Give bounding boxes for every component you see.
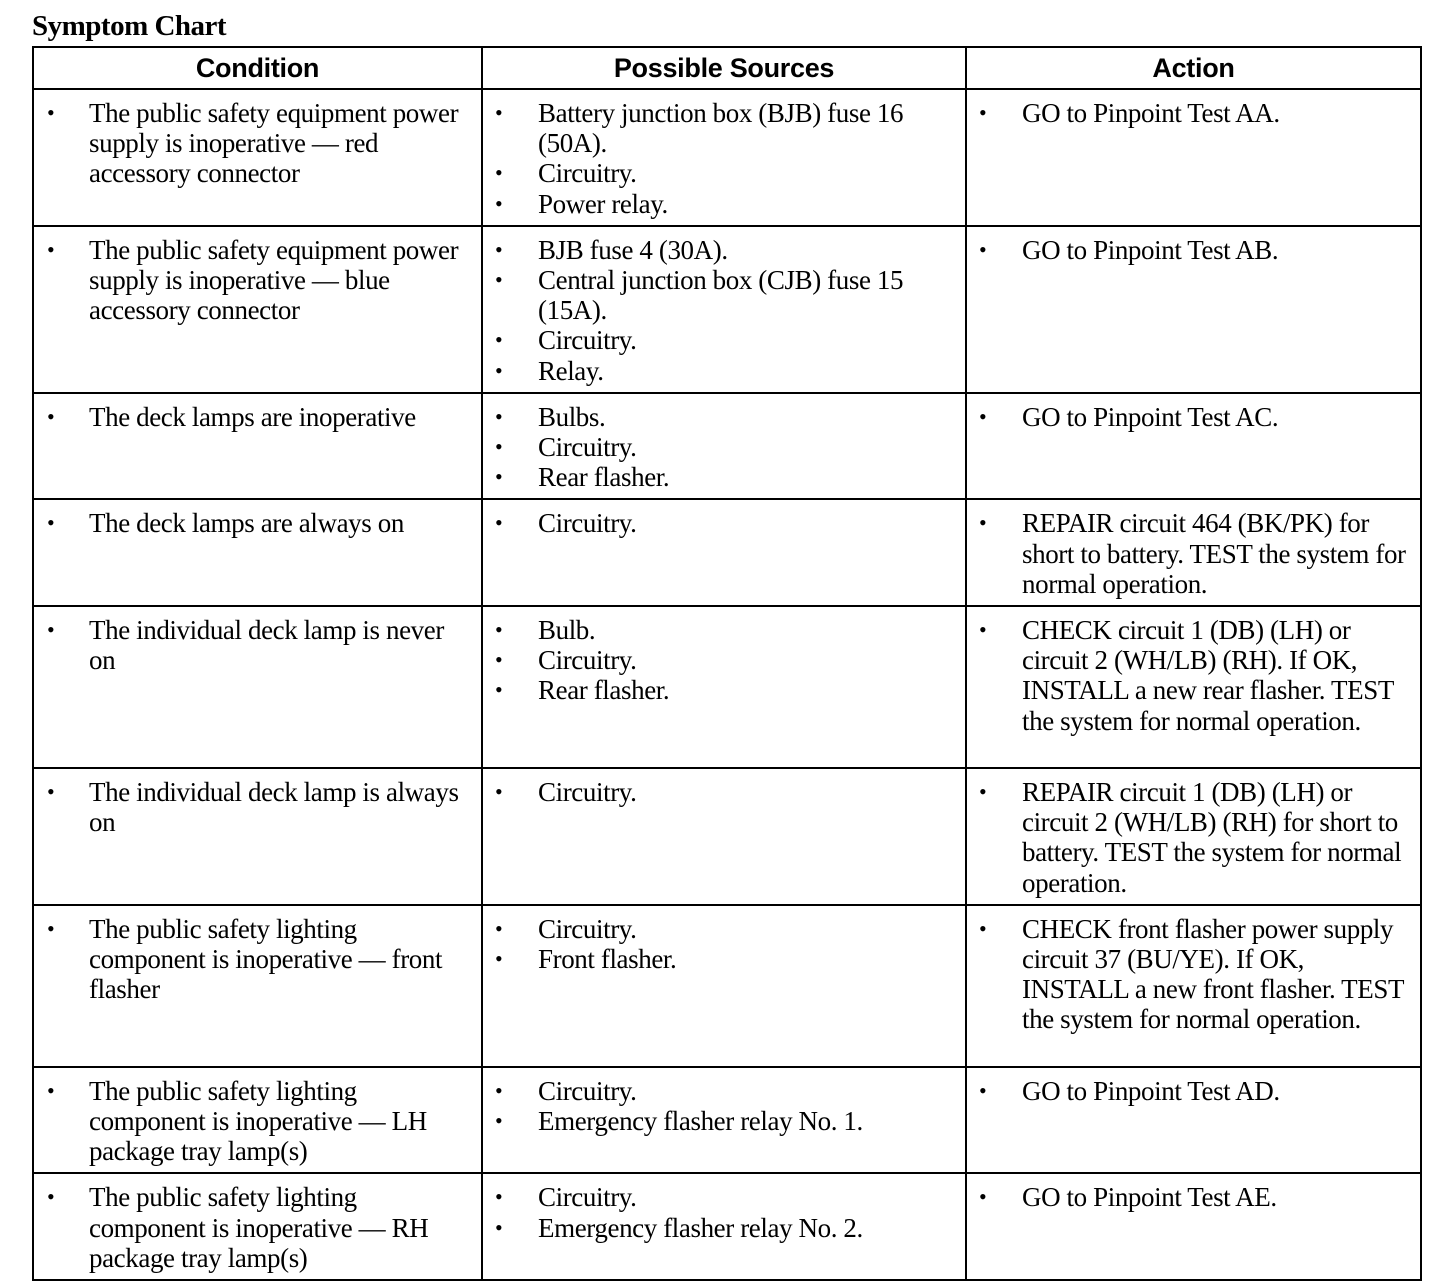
- list-item-text: Circuitry.: [538, 158, 637, 189]
- list-item-text: The public safety equipment power supply is inoperative — red accessory connector: [89, 98, 459, 189]
- list-item-text: Circuitry.: [538, 508, 637, 539]
- table-row: [33, 499, 1421, 606]
- condition-cell: [33, 226, 482, 393]
- sources-cell: [482, 905, 966, 1067]
- sources-cell-list: [483, 769, 965, 813]
- header-row: [33, 47, 1421, 89]
- table-row: [33, 393, 1421, 500]
- condition-cell-list: [34, 500, 481, 544]
- list-item: [483, 265, 957, 325]
- table-row: [33, 606, 1421, 768]
- bullet-icon: •: [495, 1184, 503, 1210]
- list-item: [483, 356, 957, 386]
- action-cell-list: [967, 607, 1420, 742]
- list-item: [483, 1076, 957, 1106]
- condition-cell-list: [34, 227, 481, 332]
- sources-cell: [482, 1173, 966, 1280]
- table-row: [33, 226, 1421, 393]
- condition-cell: [33, 393, 482, 500]
- list-item-text: The public safety equipment power supply is inoperative — blue accessory connector: [89, 234, 459, 326]
- condition-cell-list: [34, 769, 481, 843]
- sources-cell-list: [483, 90, 965, 225]
- bullet-icon: •: [495, 647, 503, 673]
- action-cell: [966, 905, 1421, 1067]
- list-item: [967, 777, 1412, 898]
- condition-cell-list: [34, 906, 481, 1011]
- action-cell: [966, 768, 1421, 905]
- list-item: [483, 189, 957, 219]
- bullet-icon: •: [495, 100, 503, 125]
- bullet-icon: •: [495, 915, 503, 941]
- list-item-text: Circuitry.: [538, 913, 637, 944]
- list-item-text: Circuitry.: [538, 1182, 637, 1213]
- list-item-text: GO to Pinpoint Test AC.: [1022, 401, 1279, 432]
- list-item: [483, 462, 957, 492]
- symptom-chart-table: [32, 46, 1422, 1281]
- list-item: [483, 1213, 957, 1243]
- list-item: [34, 777, 473, 837]
- list-item: [483, 777, 957, 807]
- bullet-icon: •: [495, 779, 503, 805]
- list-item: [483, 508, 957, 538]
- sources-cell-list: [483, 607, 965, 712]
- bullet-icon: •: [47, 403, 55, 429]
- condition-cell: [33, 768, 482, 905]
- bullet-icon: •: [495, 1108, 503, 1134]
- sources-cell-list: [483, 1174, 965, 1248]
- sources-cell: [482, 226, 966, 393]
- table-row: [33, 905, 1421, 1067]
- list-item: [483, 1106, 957, 1136]
- condition-cell: [33, 1067, 482, 1174]
- list-item: [967, 235, 1412, 265]
- bullet-icon: •: [979, 236, 987, 262]
- list-item-text: Emergency flasher relay No. 1.: [538, 1106, 863, 1137]
- bullet-icon: •: [979, 100, 987, 125]
- condition-cell-list: [34, 607, 481, 681]
- bullet-icon: •: [979, 1077, 987, 1103]
- action-cell-list: [967, 769, 1420, 904]
- table-row: [33, 768, 1421, 905]
- header-action: Action: [966, 47, 1421, 89]
- list-item-text: Battery junction box (BJB) fuse 16 (50A).: [538, 98, 904, 159]
- bullet-icon: •: [495, 677, 503, 703]
- list-item: [967, 402, 1412, 432]
- sources-cell-list: [483, 394, 965, 499]
- list-item-text: The public safety lighting component is inoperative — RH package tray lamp(s): [89, 1182, 429, 1273]
- list-item-text: Circuitry.: [538, 325, 637, 356]
- table-row: [33, 1067, 1421, 1174]
- bullet-icon: •: [495, 434, 503, 460]
- sources-cell-list: [483, 1068, 965, 1142]
- condition-cell: [33, 499, 482, 606]
- sources-cell-list: [483, 227, 965, 392]
- list-item-text: GO to Pinpoint Test AB.: [1022, 234, 1279, 265]
- list-item: [483, 615, 957, 645]
- action-cell: [966, 606, 1421, 768]
- bullet-icon: •: [47, 510, 55, 536]
- list-item-text: The public safety lighting component is inoperative — LH package tray lamp(s): [89, 1075, 427, 1167]
- list-item-text: CHECK circuit 1 (DB) (LH) or circuit 2 (WH/LB) (RH). If OK, INSTALL a new rear flasher. TEST the system for normal operation.: [1022, 615, 1394, 736]
- list-item: [483, 645, 957, 675]
- sources-cell: [482, 499, 966, 606]
- list-item-text: Rear flasher.: [538, 462, 670, 493]
- list-item-text: Relay.: [538, 355, 604, 386]
- bullet-icon: •: [47, 617, 55, 643]
- action-cell-list: [967, 227, 1420, 271]
- list-item-text: Emergency flasher relay No. 2.: [538, 1212, 863, 1243]
- list-item: [34, 914, 473, 1005]
- sources-cell: [482, 1067, 966, 1174]
- condition-cell: [33, 89, 482, 226]
- bullet-icon: •: [47, 915, 55, 941]
- list-item-text: GO to Pinpoint Test AD.: [1022, 1075, 1280, 1106]
- condition-cell: [33, 905, 482, 1067]
- list-item: [34, 1076, 473, 1167]
- action-cell-list: [967, 90, 1420, 134]
- bullet-icon: •: [495, 267, 503, 293]
- condition-cell-list: [34, 90, 481, 195]
- bullet-icon: •: [47, 1077, 55, 1103]
- list-item: [967, 1182, 1412, 1212]
- list-item: [34, 508, 473, 538]
- bullet-icon: •: [495, 946, 503, 972]
- action-cell: [966, 226, 1421, 393]
- bullet-icon: •: [495, 464, 503, 490]
- list-item-text: Circuitry.: [538, 777, 637, 808]
- list-item-text: Bulb.: [538, 615, 596, 646]
- chart-body: [33, 89, 1421, 1280]
- bullet-icon: •: [495, 403, 503, 429]
- bullet-icon: •: [47, 236, 55, 262]
- action-cell-list: [967, 394, 1420, 438]
- list-item: [34, 235, 473, 326]
- action-cell-list: [967, 906, 1420, 1041]
- condition-cell: [33, 1173, 482, 1280]
- sources-cell: [482, 606, 966, 768]
- list-item: [483, 158, 957, 188]
- sources-cell: [482, 89, 966, 226]
- list-item-text: REPAIR circuit 1 (DB) (LH) or circuit 2 (WH/LB) (RH) for short to battery. TEST the system for normal operation.: [1022, 777, 1402, 898]
- page-title: Symptom Chart: [32, 10, 227, 42]
- action-cell: [966, 393, 1421, 500]
- list-item-text: BJB fuse 4 (30A).: [538, 234, 728, 265]
- list-item-text: Circuitry.: [538, 1075, 637, 1106]
- list-item: [34, 402, 473, 432]
- list-item: [967, 914, 1412, 1035]
- condition-cell: [33, 606, 482, 768]
- list-item-text: Circuitry.: [538, 645, 637, 676]
- bullet-icon: •: [47, 779, 55, 805]
- action-cell: [966, 1067, 1421, 1174]
- bullet-icon: •: [495, 190, 503, 216]
- list-item: [483, 944, 957, 974]
- list-item: [34, 98, 473, 189]
- bullet-icon: •: [495, 160, 503, 186]
- bullet-icon: •: [495, 1214, 503, 1240]
- list-item: [483, 235, 957, 265]
- list-item-text: Bulbs.: [538, 401, 606, 432]
- action-cell: [966, 499, 1421, 606]
- list-item-text: GO to Pinpoint Test AE.: [1022, 1182, 1277, 1213]
- table-row: [33, 1173, 1421, 1280]
- bullet-icon: •: [979, 510, 987, 536]
- sources-cell-list: [483, 906, 965, 980]
- list-item-text: The individual deck lamp is never on: [89, 615, 444, 676]
- list-item-text: Central junction box (CJB) fuse 15 (15A).: [538, 265, 904, 326]
- bullet-icon: •: [495, 357, 503, 383]
- list-item-text: GO to Pinpoint Test AA.: [1022, 98, 1280, 128]
- header-condition: Condition: [33, 47, 482, 89]
- bullet-icon: •: [495, 510, 503, 536]
- table-row: [33, 89, 1421, 226]
- action-cell-list: [967, 1068, 1420, 1112]
- bullet-icon: •: [495, 1077, 503, 1103]
- list-item-text: Circuitry.: [538, 432, 637, 463]
- list-item-text: The deck lamps are always on: [89, 508, 404, 539]
- list-item-text: The deck lamps are inoperative: [89, 401, 416, 432]
- list-item-text: The individual deck lamp is always on: [89, 777, 459, 838]
- list-item: [34, 615, 473, 675]
- condition-cell-list: [34, 1068, 481, 1173]
- list-item: [34, 1182, 473, 1273]
- sources-cell-list: [483, 500, 965, 544]
- list-item: [967, 98, 1412, 128]
- action-cell-list: [967, 500, 1420, 605]
- list-item-text: Front flasher.: [538, 944, 677, 975]
- bullet-icon: •: [979, 915, 987, 941]
- bullet-icon: •: [495, 617, 503, 643]
- list-item: [483, 98, 957, 158]
- bullet-icon: •: [979, 617, 987, 643]
- list-item: [483, 402, 957, 432]
- list-item-text: REPAIR circuit 464 (BK/PK) for short to battery. TEST the system for normal operation.: [1022, 508, 1406, 599]
- sources-cell: [482, 393, 966, 500]
- list-item-text: The public safety lighting component is inoperative — front flasher: [89, 913, 443, 1005]
- bullet-icon: •: [495, 236, 503, 262]
- list-item-text: CHECK front flasher power supply circuit 37 (BU/YE). If OK, INSTALL a new front flasher. TEST the system for normal operation.: [1022, 913, 1404, 1035]
- list-item: [483, 914, 957, 944]
- sources-cell: [482, 768, 966, 905]
- list-item: [967, 615, 1412, 736]
- list-item: [483, 1182, 957, 1212]
- action-cell-list: [967, 1174, 1420, 1218]
- bullet-icon: •: [979, 1184, 987, 1210]
- list-item-text: Power relay.: [538, 188, 668, 219]
- list-item-text: Rear flasher.: [538, 675, 670, 706]
- bullet-icon: •: [47, 1184, 55, 1210]
- condition-cell-list: [34, 394, 481, 438]
- list-item: [483, 432, 957, 462]
- action-cell: [966, 1173, 1421, 1280]
- action-cell: [966, 89, 1421, 226]
- bullet-icon: •: [979, 403, 987, 429]
- list-item: [483, 675, 957, 705]
- list-item: [483, 325, 957, 355]
- list-item: [967, 508, 1412, 599]
- bullet-icon: •: [47, 100, 55, 125]
- condition-cell-list: [34, 1174, 481, 1279]
- bullet-icon: •: [495, 327, 503, 353]
- header-possible-sources: Possible Sources: [482, 47, 966, 89]
- list-item: [967, 1076, 1412, 1106]
- bullet-icon: •: [979, 779, 987, 805]
